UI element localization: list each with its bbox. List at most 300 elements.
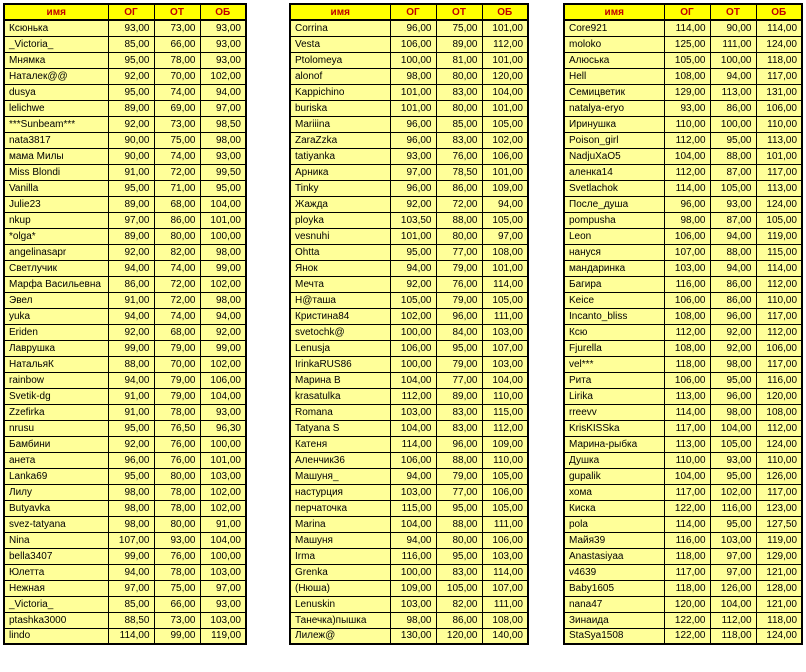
ob-cell: 108,00 [482, 612, 528, 628]
ob-cell: 114,00 [482, 276, 528, 292]
table-row [4, 116, 246, 132]
name-cell: Майя39 [564, 532, 664, 548]
ob-cell: 104,00 [200, 532, 246, 548]
table-row [4, 612, 246, 628]
name-cell: Катеня [290, 436, 390, 452]
ot-cell: 100,00 [710, 52, 756, 68]
og-cell: 89,00 [108, 100, 154, 116]
table-row [290, 52, 528, 68]
table-row [564, 596, 802, 612]
name-cell: Алюська [564, 52, 664, 68]
og-cell: 120,00 [664, 596, 710, 612]
table-row [4, 148, 246, 164]
ot-cell: 96,00 [436, 436, 482, 452]
og-cell: 97,00 [108, 580, 154, 596]
table-row [290, 100, 528, 116]
name-cell: ***Sunbeam*** [4, 116, 108, 132]
name-cell: НатальяК [4, 356, 108, 372]
table-row [290, 436, 528, 452]
name-cell: KrisKISSka [564, 420, 664, 436]
ot-cell: 76,00 [154, 436, 200, 452]
table-row [290, 228, 528, 244]
ob-cell: 114,00 [482, 564, 528, 580]
ob-cell: 93,00 [200, 404, 246, 420]
ot-cell: 93,00 [710, 452, 756, 468]
ot-cell: 96,00 [710, 308, 756, 324]
table-row [290, 260, 528, 276]
og-cell: 114,00 [664, 20, 710, 36]
ob-cell: 106,00 [756, 340, 802, 356]
ot-cell: 87,00 [710, 212, 756, 228]
name-cell: rainbow [4, 372, 108, 388]
og-cell: 103,50 [390, 212, 436, 228]
og-cell: 107,00 [108, 532, 154, 548]
og-cell: 98,00 [108, 516, 154, 532]
table-row [290, 452, 528, 468]
ot-cell: 120,00 [436, 628, 482, 644]
table-row [4, 420, 246, 436]
ob-cell: 127,50 [756, 516, 802, 532]
name-cell: Аленчик36 [290, 452, 390, 468]
name-cell: Рита [564, 372, 664, 388]
ob-cell: 117,00 [756, 68, 802, 84]
table-row [564, 20, 802, 36]
og-cell: 91,00 [108, 292, 154, 308]
og-cell: 112,00 [664, 132, 710, 148]
ot-cell: 126,00 [710, 580, 756, 596]
name-cell: bella3407 [4, 548, 108, 564]
ot-cell: 84,00 [436, 324, 482, 340]
ob-cell: 98,00 [200, 132, 246, 148]
ob-cell: 119,00 [756, 228, 802, 244]
ot-cell: 80,00 [154, 468, 200, 484]
table-row [564, 52, 802, 68]
og-cell: 104,00 [390, 516, 436, 532]
ob-cell: 101,00 [482, 20, 528, 36]
og-cell: 108,00 [664, 308, 710, 324]
header-ob: ОБ [756, 4, 802, 20]
og-cell: 101,00 [390, 84, 436, 100]
table-row [564, 564, 802, 580]
og-cell: 106,00 [390, 36, 436, 52]
ob-cell: 100,00 [200, 548, 246, 564]
ob-cell: 116,00 [756, 372, 802, 388]
og-cell: 90,00 [108, 132, 154, 148]
name-cell: nkup [4, 212, 108, 228]
name-cell: Fjurella [564, 340, 664, 356]
table-row [290, 196, 528, 212]
ob-cell: 111,00 [482, 308, 528, 324]
ob-cell: 101,00 [482, 164, 528, 180]
og-cell: 96,00 [664, 196, 710, 212]
table-row [564, 100, 802, 116]
name-cell: мама Милы [4, 148, 108, 164]
ot-cell: 66,00 [154, 36, 200, 52]
ot-cell: 88,00 [436, 452, 482, 468]
header-row [564, 4, 802, 20]
ot-cell: 98,00 [710, 404, 756, 420]
table-row [290, 404, 528, 420]
table-row [290, 36, 528, 52]
ob-cell: 106,00 [482, 532, 528, 548]
og-cell: 94,00 [108, 372, 154, 388]
og-cell: 122,00 [664, 628, 710, 644]
og-cell: 106,00 [390, 340, 436, 356]
name-cell: nata3817 [4, 132, 108, 148]
ot-cell: 73,00 [154, 116, 200, 132]
ot-cell: 89,00 [436, 36, 482, 52]
ot-cell: 105,00 [436, 580, 482, 596]
ot-cell: 88,00 [436, 516, 482, 532]
table-row [290, 244, 528, 260]
ot-cell: 105,00 [710, 180, 756, 196]
og-cell: 99,00 [108, 548, 154, 564]
ob-cell: 93,00 [200, 596, 246, 612]
ot-cell: 74,00 [154, 308, 200, 324]
table-row [290, 180, 528, 196]
name-cell: yuka [4, 308, 108, 324]
ot-cell: 112,00 [710, 612, 756, 628]
og-cell: 115,00 [390, 500, 436, 516]
table-row [564, 260, 802, 276]
table-row [290, 116, 528, 132]
og-cell: 114,00 [664, 516, 710, 532]
ob-cell: 114,00 [756, 260, 802, 276]
og-cell: 105,00 [390, 292, 436, 308]
og-cell: 88,50 [108, 612, 154, 628]
name-cell: Ptolomeya [290, 52, 390, 68]
table-row [290, 20, 528, 36]
ot-cell: 78,00 [154, 484, 200, 500]
ot-cell: 95,00 [710, 132, 756, 148]
name-cell: Lirika [564, 388, 664, 404]
ot-cell: 83,00 [436, 132, 482, 148]
ot-cell: 95,00 [710, 468, 756, 484]
ob-cell: 102,00 [482, 132, 528, 148]
ot-cell: 68,00 [154, 324, 200, 340]
ot-cell: 80,00 [436, 532, 482, 548]
ot-cell: 86,00 [436, 612, 482, 628]
name-cell: Лилеж@ [290, 628, 390, 644]
ot-cell: 72,00 [154, 292, 200, 308]
ob-cell: 105,00 [482, 292, 528, 308]
ob-cell: 103,00 [482, 356, 528, 372]
og-cell: 122,00 [664, 500, 710, 516]
ot-cell: 96,00 [436, 308, 482, 324]
name-cell: pompusha [564, 212, 664, 228]
ot-cell: 111,00 [710, 36, 756, 52]
header-row [290, 4, 528, 20]
og-cell: 114,00 [108, 628, 154, 644]
table-row [4, 244, 246, 260]
name-cell: Keice [564, 292, 664, 308]
table-row [564, 420, 802, 436]
name-cell: lindo [4, 628, 108, 644]
ob-cell: 108,00 [756, 404, 802, 420]
table-row [290, 164, 528, 180]
ob-cell: 117,00 [756, 484, 802, 500]
ob-cell: 104,00 [482, 372, 528, 388]
header-ot: ОТ [436, 4, 482, 20]
header-ot: ОТ [710, 4, 756, 20]
header-name: имя [4, 4, 108, 20]
table-row [4, 452, 246, 468]
ot-cell: 69,00 [154, 100, 200, 116]
name-cell: ZaraZzka [290, 132, 390, 148]
og-cell: 86,00 [108, 276, 154, 292]
og-cell: 94,00 [390, 468, 436, 484]
header-og: ОГ [108, 4, 154, 20]
ob-cell: 117,00 [756, 308, 802, 324]
ob-cell: 118,00 [756, 612, 802, 628]
table-row [4, 468, 246, 484]
ob-cell: 101,00 [482, 260, 528, 276]
ot-cell: 97,00 [710, 548, 756, 564]
og-cell: 92,00 [108, 68, 154, 84]
table-row [290, 84, 528, 100]
ot-cell: 98,00 [710, 356, 756, 372]
og-cell: 92,00 [108, 436, 154, 452]
og-cell: 96,00 [390, 20, 436, 36]
ot-cell: 118,00 [710, 628, 756, 644]
name-cell: Tatyana S [290, 420, 390, 436]
table-row [290, 420, 528, 436]
table-row [4, 212, 246, 228]
table-row [564, 84, 802, 100]
name-cell: Vanilla [4, 180, 108, 196]
og-cell: 118,00 [664, 548, 710, 564]
ot-cell: 78,00 [154, 52, 200, 68]
name-cell: vesnuhi [290, 228, 390, 244]
ot-cell: 95,00 [436, 500, 482, 516]
ot-cell: 93,00 [710, 196, 756, 212]
ob-cell: 109,00 [482, 180, 528, 196]
ob-cell: 103,00 [200, 612, 246, 628]
name-cell: Юлетта [4, 564, 108, 580]
name-cell: Марина В [290, 372, 390, 388]
og-cell: 110,00 [664, 452, 710, 468]
measurements-table-3 [563, 3, 803, 645]
table-row [564, 276, 802, 292]
ot-cell: 76,00 [436, 148, 482, 164]
name-cell: _Victoria_ [4, 36, 108, 52]
og-cell: 102,00 [390, 308, 436, 324]
table-row [4, 404, 246, 420]
ot-cell: 93,00 [154, 532, 200, 548]
og-cell: 94,00 [390, 532, 436, 548]
name-cell: Ксюнька [4, 20, 108, 36]
ob-cell: 105,00 [482, 212, 528, 228]
og-cell: 94,00 [108, 308, 154, 324]
name-cell: Nina [4, 532, 108, 548]
og-cell: 106,00 [664, 228, 710, 244]
og-cell: 93,00 [108, 20, 154, 36]
ot-cell: 70,00 [154, 68, 200, 84]
name-cell: Irma [290, 548, 390, 564]
name-cell: nana47 [564, 596, 664, 612]
name-cell: svez-tatyana [4, 516, 108, 532]
name-cell: Лилу [4, 484, 108, 500]
table-row [4, 564, 246, 580]
table-row [4, 100, 246, 116]
ot-cell: 86,00 [710, 292, 756, 308]
ob-cell: 115,00 [482, 404, 528, 420]
og-cell: 104,00 [390, 372, 436, 388]
name-cell: Anastasiyaa [564, 548, 664, 564]
ob-cell: 112,00 [756, 276, 802, 292]
ot-cell: 89,00 [436, 388, 482, 404]
name-cell: ptashka3000 [4, 612, 108, 628]
og-cell: 106,00 [390, 452, 436, 468]
og-cell: 95,00 [108, 468, 154, 484]
ob-cell: 98,00 [200, 292, 246, 308]
ob-cell: 124,00 [756, 628, 802, 644]
ob-cell: 109,00 [482, 436, 528, 452]
og-cell: 100,00 [390, 356, 436, 372]
name-cell: svetochk@ [290, 324, 390, 340]
og-cell: 96,00 [390, 132, 436, 148]
table-row [564, 308, 802, 324]
og-cell: 96,00 [108, 452, 154, 468]
ot-cell: 88,00 [436, 212, 482, 228]
ot-cell: 76,50 [154, 420, 200, 436]
ot-cell: 82,00 [436, 596, 482, 612]
ob-cell: 107,00 [482, 340, 528, 356]
name-cell: Kappichino [290, 84, 390, 100]
og-cell: 103,00 [664, 260, 710, 276]
ot-cell: 83,00 [436, 564, 482, 580]
table-row [564, 580, 802, 596]
ot-cell: 76,00 [154, 548, 200, 564]
name-cell: Киска [564, 500, 664, 516]
ob-cell: 104,00 [200, 388, 246, 404]
table-row [290, 532, 528, 548]
name-cell: ployka [290, 212, 390, 228]
name-cell: аленка14 [564, 164, 664, 180]
name-cell: Нежная [4, 580, 108, 596]
name-cell: gupalik [564, 468, 664, 484]
name-cell: vel*** [564, 356, 664, 372]
ot-cell: 80,00 [436, 228, 482, 244]
name-cell: moloko [564, 36, 664, 52]
og-cell: 114,00 [664, 180, 710, 196]
name-cell: Romana [290, 404, 390, 420]
table-row [4, 308, 246, 324]
og-cell: 93,00 [390, 148, 436, 164]
ot-cell: 97,00 [710, 564, 756, 580]
ob-cell: 98,50 [200, 116, 246, 132]
og-cell: 108,00 [664, 340, 710, 356]
og-cell: 101,00 [390, 100, 436, 116]
name-cell: Poison_girl [564, 132, 664, 148]
ot-cell: 85,00 [436, 116, 482, 132]
og-cell: 96,00 [390, 180, 436, 196]
name-cell: Машуня [290, 532, 390, 548]
name-cell: настурция [290, 484, 390, 500]
ot-cell: 102,00 [710, 484, 756, 500]
og-cell: 100,00 [390, 564, 436, 580]
ot-cell: 88,00 [710, 148, 756, 164]
name-cell: Душка [564, 452, 664, 468]
table-row [4, 500, 246, 516]
table-row [4, 260, 246, 276]
header-name: имя [290, 4, 390, 20]
name-cell: Lanka69 [4, 468, 108, 484]
og-cell: 98,00 [390, 68, 436, 84]
name-cell: Ohtta [290, 244, 390, 260]
ot-cell: 72,00 [154, 164, 200, 180]
ob-cell: 105,00 [482, 468, 528, 484]
table-row [290, 340, 528, 356]
ot-cell: 96,00 [710, 388, 756, 404]
ob-cell: 102,00 [200, 500, 246, 516]
header-ot: ОТ [154, 4, 200, 20]
ob-cell: 112,00 [756, 420, 802, 436]
og-cell: 117,00 [664, 484, 710, 500]
og-cell: 101,00 [390, 228, 436, 244]
og-cell: 113,00 [664, 436, 710, 452]
ob-cell: 128,00 [756, 580, 802, 596]
name-cell: pola [564, 516, 664, 532]
name-cell: Жажда [290, 196, 390, 212]
table-row [290, 212, 528, 228]
ob-cell: 110,00 [756, 452, 802, 468]
table-row [564, 164, 802, 180]
ob-cell: 91,00 [200, 516, 246, 532]
name-cell: buriska [290, 100, 390, 116]
header-ob: ОБ [200, 4, 246, 20]
table-row [564, 180, 802, 196]
name-cell: Core921 [564, 20, 664, 36]
og-cell: 95,00 [108, 180, 154, 196]
table-row [290, 308, 528, 324]
ob-cell: 94,00 [200, 308, 246, 324]
name-cell: (Нюша) [290, 580, 390, 596]
table-row [4, 68, 246, 84]
og-cell: 89,00 [108, 228, 154, 244]
ob-cell: 96,30 [200, 420, 246, 436]
ob-cell: 95,00 [200, 180, 246, 196]
og-cell: 95,00 [108, 420, 154, 436]
ot-cell: 75,00 [154, 132, 200, 148]
ob-cell: 93,00 [200, 20, 246, 36]
table-row [290, 276, 528, 292]
table-row [4, 340, 246, 356]
name-cell: После_душа [564, 196, 664, 212]
name-cell: _Victoria_ [4, 596, 108, 612]
ot-cell: 81,00 [436, 52, 482, 68]
ob-cell: 112,00 [482, 420, 528, 436]
ob-cell: 99,50 [200, 164, 246, 180]
name-cell: Grenka [290, 564, 390, 580]
table-row [4, 548, 246, 564]
og-cell: 106,00 [664, 292, 710, 308]
name-cell: lelichwe [4, 100, 108, 116]
name-cell: Svetlachok [564, 180, 664, 196]
og-cell: 118,00 [664, 580, 710, 596]
measurements-table-2 [289, 3, 529, 645]
og-cell: 95,00 [390, 244, 436, 260]
ot-cell: 82,00 [154, 244, 200, 260]
ob-cell: 101,00 [482, 100, 528, 116]
name-cell: Семицветик [564, 84, 664, 100]
ob-cell: 131,00 [756, 84, 802, 100]
ot-cell: 105,00 [710, 436, 756, 452]
og-cell: 97,00 [108, 212, 154, 228]
measurements-table-1 [3, 3, 247, 645]
header-row [4, 4, 246, 20]
ob-cell: 112,00 [756, 324, 802, 340]
